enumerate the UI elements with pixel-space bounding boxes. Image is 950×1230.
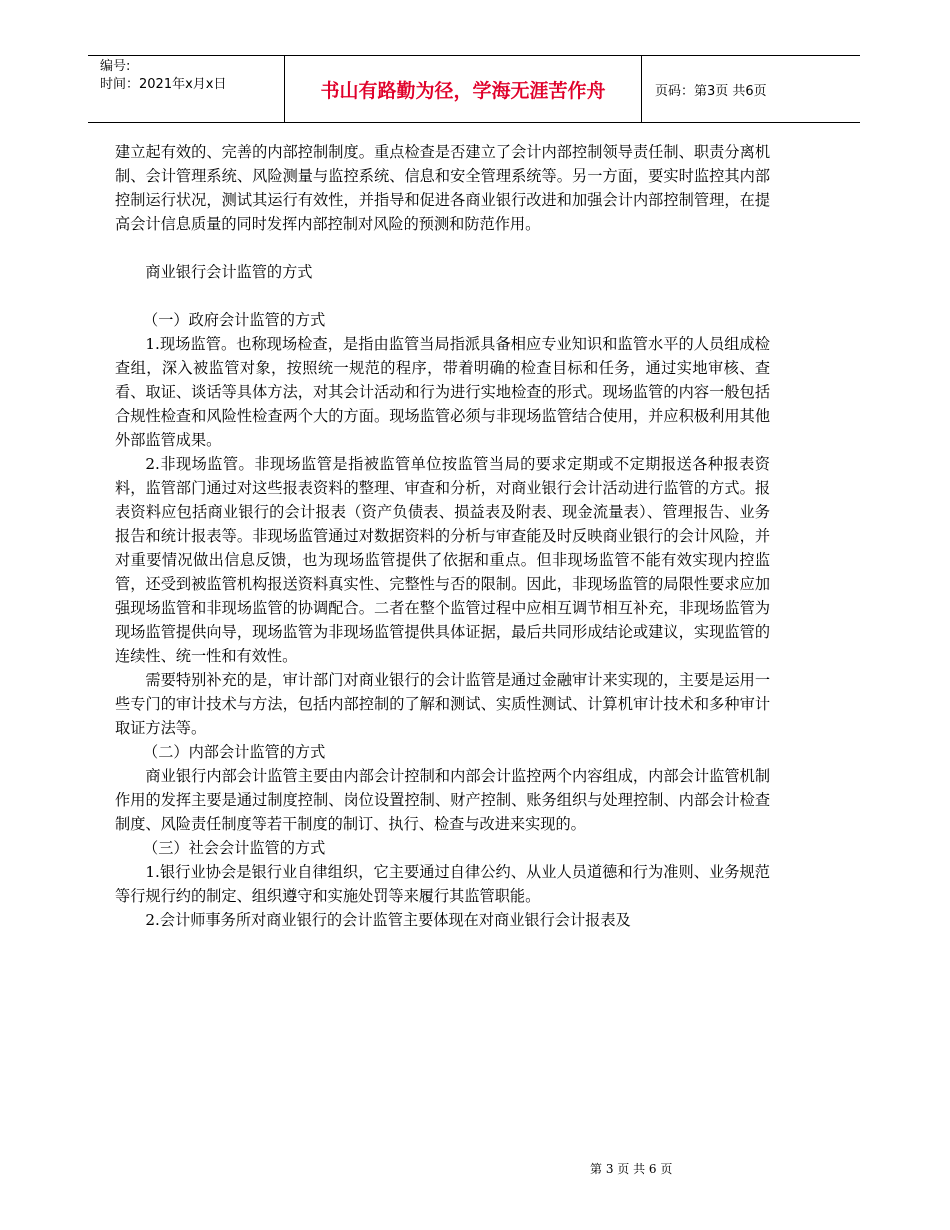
- paragraph-banking-association: 1.银行业协会是银行业自律组织，它主要通过自律公约、从业人员道德和行为准则、业务规范等行规行约的制定、组织遵守和实施处罚等来履行其监管职能。: [115, 863, 770, 905]
- header-motto: 书山有路勤为径，学海无涯苦作舟: [284, 56, 642, 122]
- time-label: 时间：2021年x月x日: [100, 77, 227, 92]
- paragraph-accounting-firm: 2.会计师事务所对商业银行的会计监管主要体现在对商业银行会计报表及: [145, 911, 631, 929]
- paragraph-offsite-supervision: 2.非现场监管。非现场监管是指被监管单位按监管当局的要求定期或不定期报送各种报表资料，监管部门通过对这些报表资料的整理、审查和分析，对商业银行会计活动进行监管的方式。报表资料应包括商业银行的会计报表（资产负债表、损益表及附表、现金流量表）、管理报告、业务报告和统计报表等。非现场监管通过对数据资料的分析与审查能及时反映商业银行的会计风险，并对重要情况做出信息反馈，也为现场监管提供了依据和重点。但非现场监管不能有效实现内控监管，还受到被监管机构报送资料真实性、完整性与否的限制。因此，非现场监管的局限性要求应加强现场监管和非现场监管的协调配合。二者在整个监管过程中应相互调节相互补充，非现场监管为现场监管提供向导，现场监管为非现场监管提供具体证据，最后共同形成结论或建议，实现监管的连续性、统一性和有效性。: [115, 455, 770, 665]
- paragraph-audit-note: 需要特别补充的是，审计部门对商业银行的会计监管是通过金融审计来实现的，主要是运用一些专门的审计技术与方法，包括内部控制的了解和测试、实质性测试、计算机审计技术和多种审计取证方法等。: [115, 671, 770, 737]
- subsection-heading-internal: （二）内部会计监管的方式: [143, 743, 326, 761]
- header-meta: [88, 56, 284, 122]
- paragraph-intro: 建立起有效的、完善的内部控制制度。重点检查是否建立了会计内部控制领导责任制、职责分离机制、会计管理系统、风险测量与监控系统、信息和安全管理系统等。另一方面，要实时监控其内部控制运行状况，测试其运行有效性，并指导和促进各商业银行改进和加强会计内部控制管理，在提高会计信息质量的同时发挥内部控制对风险的预测和防范作用。: [115, 143, 770, 233]
- number-label: 编号:: [100, 59, 131, 74]
- document-body: [115, 140, 770, 932]
- page-header: [88, 55, 860, 123]
- subsection-heading-government: （一）政府会计监管的方式: [143, 311, 326, 329]
- paragraph-internal-supervision: 商业银行内部会计监管主要由内部会计控制和内部会计监控两个内容组成，内部会计监管机制作用的发挥主要是通过制度控制、岗位设置控制、财产控制、账务组织与处理控制、内部会计检查制度、风险责任制度等若干制度的制订、执行、检查与改进来实现的。: [115, 767, 770, 833]
- section-heading-methods: 商业银行会计监管的方式: [145, 263, 313, 281]
- paragraph-onsite-supervision: 1.现场监管。也称现场检查，是指由监管当局指派具备相应专业知识和监管水平的人员组成检查组，深入被监管对象，按照统一规范的程序，带着明确的检查目标和任务，通过实地审核、查看、取证、谈话等具体方法，对其会计活动和行为进行实地检查的形式。现场监管的内容一般包括合规性检查和风险性检查两个大的方面。现场监管必须与非现场监管结合使用，并应积极利用其他外部监管成果。: [115, 335, 770, 449]
- header-page-info: 页码：第3页 共6页: [655, 83, 767, 99]
- page-footer: 第 3 页 共 6 页: [590, 1162, 673, 1176]
- subsection-heading-social: （三）社会会计监管的方式: [143, 839, 326, 857]
